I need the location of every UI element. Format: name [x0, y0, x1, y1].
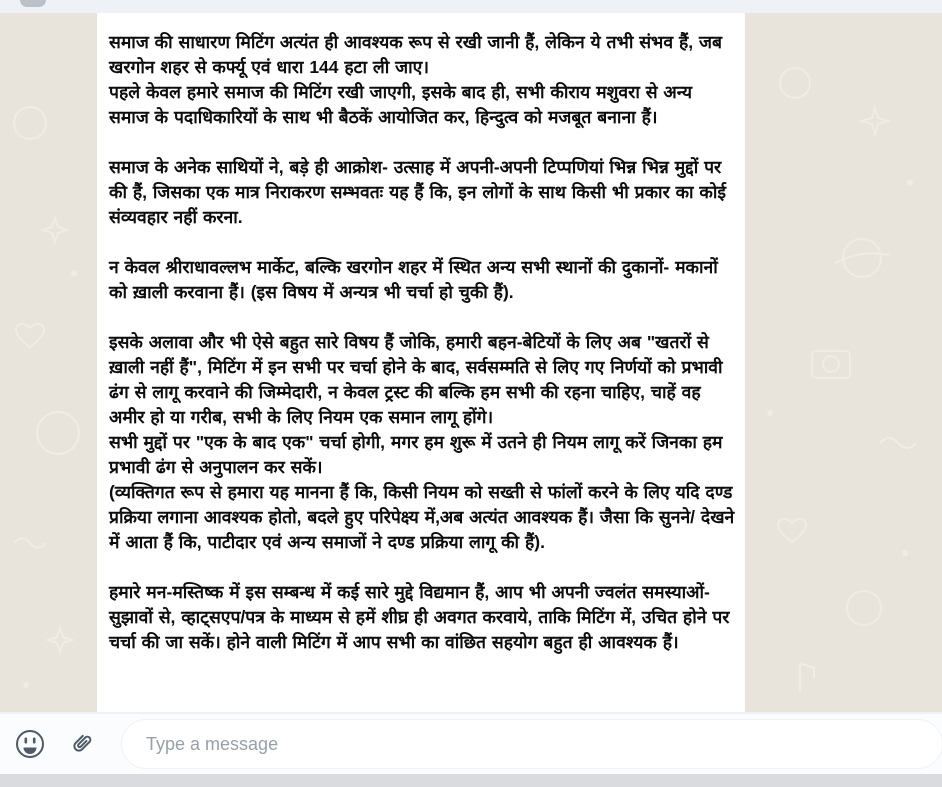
- message-bubble: [97, 13, 745, 713]
- message-paragraph: इसके अलावा और भी ऐसे बहुत सारे विषय हैं जोकि, हमारी बहन-बेटियों के लिए अब "खतरों से ख़ाली नहीं हैं", मिटिंग में इन सभी पर चर्चा होने के बाद, सर्वसम्मति से लिए गए निर्णयों को प्रभावी ढंग से लागू करवाने की जिम्मेदारी, न केवल ट्रस्ट की बल्कि हम सभी की रहना चाहिए, चाहें वह अमीर हो या गरीब, सभी के लिए नियम एक समान लागू होंगे।: [109, 332, 723, 427]
- emoji-button[interactable]: [13, 727, 47, 761]
- message-paragraph: समाज की साधारण मिटिंग अत्यंत ही आवश्यक रूप से रखी जानी हैं, लेकिन ये तभी संभव हैं, जब खरगोन शहर से कर्फ्यू एवं धारा 144 हटा ली जाए।: [109, 32, 722, 77]
- message-input[interactable]: [122, 720, 942, 768]
- message-paragraph: सभी मुद्दों पर "एक के बाद एक" चर्चा होगी, मगर हम शुरू में उतने ही नियम लागू करें जिनका हम प्रभावी ढंग से अनुपालन कर सकें।: [109, 432, 723, 477]
- message-paragraph: (व्यक्तिगत रूप से हमारा यह मानना हैं कि, किसी नियम को सख्ती से फांलों करने के लिए यदि दण्ड प्रक्रिया लगाना आवश्यक होतो, बदले हुए परिपेक्ष्य में,अब अत्यंत आवश्यक हैं। जैसा कि सुनने/ देखने में आता हैं कि, पाटीदार एवं अन्य समाजों ने दण्ड प्रक्रिया लागू की हैं).: [109, 482, 735, 552]
- attach-button[interactable]: [64, 727, 98, 761]
- paperclip-icon: [66, 729, 96, 759]
- message-paragraph: न केवल श्रीराधावल्लभ मार्केट, बल्कि खरगोन शहर में स्थित अन्य सभी स्थानों की दुकानों- मकानों को ख़ाली करवाना हैं। (इस विषय में अन्यत्र भी चर्चा हो चुकी हैं).: [109, 257, 718, 302]
- scroll-indicator: [20, 0, 46, 7]
- message-paragraph: हमारे मन-मस्तिष्क में इस सम्बन्ध में कई सारे मुद्दे विद्यमान हैं, आप भी अपनी ज्वलंत समस्याओं-सुझावों से, व्हाट्सएप/पत्र के माध्यम से हमें शीघ्र ही अवगत करवाये, ताकि मिटिंग में, उचित होने पर चर्चा की जा सकें। होने वाली मिटिंग में आप सभी का वांछित सहयोग बहुत ही आवश्यक हैं।: [109, 582, 730, 652]
- bottom-edge: [0, 774, 942, 787]
- emoji-smiley-icon: [14, 728, 46, 760]
- top-bar: [0, 0, 942, 13]
- message-paragraph: समाज के अनेक साथियों ने, बड़े ही आक्रोश- उत्साह में अपनी-अपनी टिप्पणियां भिन्न भिन्न मुद्दों पर की हैं, जिसका एक मात्र निराकरण सम्भवतः यह हैं कि, इन लोगों के साथ किसी भी प्रकार का कोई संव्यवहार नहीं करना.: [109, 157, 726, 227]
- chat-area: [0, 13, 942, 713]
- composer-bar: [0, 712, 942, 774]
- message-paragraph: पहले केवल हमारे समाज की मिटिंग रखी जाएगी, इसके बाद ही, सभी कीराय मशुवरा से अन्य समाज के पदाधिकारियों के साथ भी बैठकें आयोजित कर, हिन्दुत्व को मजबूत बनाना हैं।: [109, 82, 693, 127]
